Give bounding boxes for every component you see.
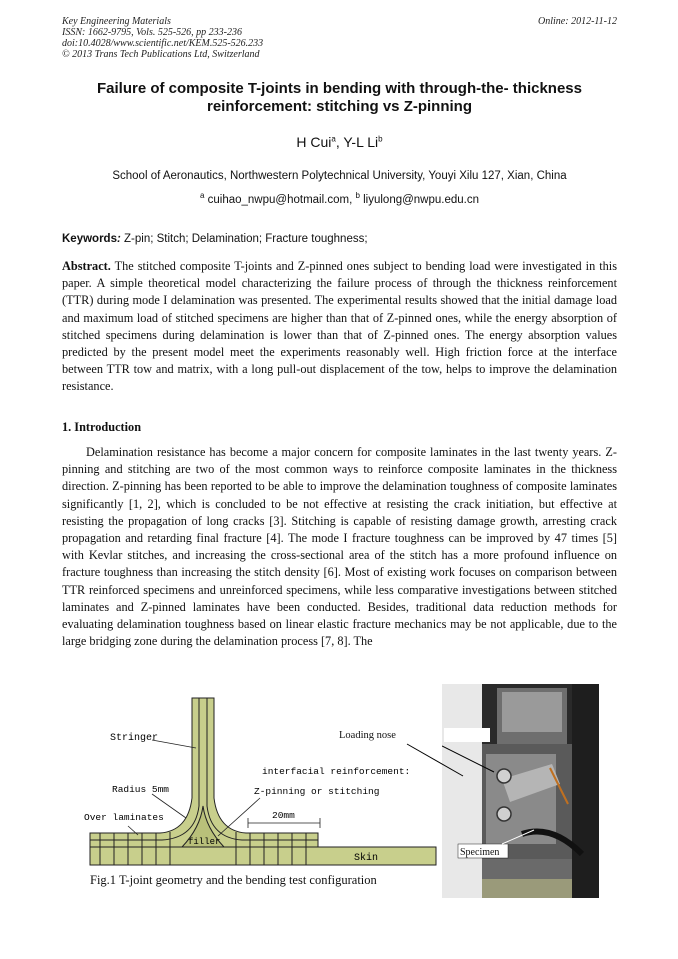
label-loading-nose: Loading nose bbox=[339, 730, 396, 741]
label-filler: filler bbox=[188, 837, 221, 847]
email-a[interactable]: cuihao_nwpu@hotmail.com, bbox=[204, 194, 356, 206]
label-dimension: 20mm bbox=[272, 810, 295, 821]
email-b[interactable]: liyulong@nwpu.edu.cn bbox=[359, 194, 480, 206]
copyright-line: © 2013 Trans Tech Publications Ltd, Switzerland bbox=[62, 49, 260, 60]
paper-title bbox=[62, 80, 617, 116]
label-skin: Skin bbox=[354, 853, 379, 864]
label-zpin-stitch: Z-pinning or stitching bbox=[254, 786, 380, 797]
author-1: H Cui bbox=[296, 134, 332, 150]
abstract bbox=[62, 258, 617, 396]
journal-name: Key Engineering Materials bbox=[62, 16, 171, 27]
label-over-laminates: Over laminates bbox=[84, 812, 164, 823]
label-radius: Radius 5mm bbox=[112, 784, 170, 795]
abstract-text: The stitched composite T-joints and Z-pinned ones subject to bending load were investigated in this paper. A simple theoretical model characterizing the failure process of through the thickness reinforcement (TTR) during mode I delamination was presented. The experimental results showed that the initial damage load and maximum load of stitched specimens are higher than that of Z-pinned ones, while the energy absorption of stitched specimens during delamination is lower than that of Z-pinned ones. The energy absorption values predicted by the present model meet the experiments reasonably well. High friction force at the interface between TTR tow and matrix, with a long pull-out displacement of the tow, helps to improve the delamination resistance. bbox=[62, 259, 617, 394]
journal-header bbox=[62, 16, 617, 60]
keywords-colon: : bbox=[116, 233, 121, 245]
introduction-text: Delamination resistance has become a major concern for composite laminates in the last twenty years. Z-pinning and stitching are two of the most common ways to reinforce composite laminates in the thickness direction. Z-pinning has been reported to be able to improve the delamination toughness of composite laminates significantly [1, 2], which is concluded to be not effective at resisting the crack initiation, but effective at resisting the propagation of long cracks [3]. Stitching is capable of resisting damage growth, arresting crack propagation and retarding final fracture [4]. The mode I fracture toughness can be improved by 47 times [5] with Kevlar stitches, and increasing the cross-sectional area of the stitch has a more profound influence on fracture toughness than increasing the stitch density [6]. Most of existing work focuses on comparison between TTR reinforced specimens and unreinforced specimens, while less comparative investigations between stitched laminates and Z-pinned laminates have been conducted. Besides, traditional data reduction methods for evaluating delamination toughness based on linear elastic fracture mechanics may be not applicable, due to the large bridging zone during the delamination process [7, 8]. The bbox=[62, 445, 617, 649]
affiliation: School of Aeronautics, Northwestern Polytechnical University, Youyi Xilu 127, Xian, China bbox=[112, 170, 567, 182]
author-emails bbox=[62, 191, 617, 206]
keywords-label: Keywords bbox=[62, 233, 117, 245]
label-specimen: Specimen bbox=[460, 847, 500, 858]
section-heading-introduction: 1. Introduction bbox=[62, 420, 142, 434]
email-b-marker: b bbox=[355, 191, 360, 201]
author-2-affil: b bbox=[378, 134, 383, 144]
author-1-affil: a bbox=[331, 134, 336, 144]
issn-line: ISSN: 1662-9795, Vols. 525-526, pp 233-236 bbox=[62, 27, 242, 38]
tjoint-schematic bbox=[82, 688, 442, 898]
keywords-line bbox=[62, 233, 617, 245]
email-a-marker: a bbox=[199, 191, 205, 201]
figure-caption: Fig.1 T-joint geometry and the bending test configuration bbox=[90, 873, 377, 887]
author-2: Y-L Li bbox=[343, 134, 379, 150]
loading-nose-leader bbox=[405, 740, 465, 780]
label-interfacial: interfacial reinforcement: bbox=[262, 766, 411, 777]
title-line-2: reinforcement: stitching vs Z-pinning bbox=[206, 98, 472, 115]
label-stringer: Stringer bbox=[110, 733, 159, 744]
title-line-1: Failure of composite T-joints in bending with through-the- thickness bbox=[96, 80, 582, 97]
test-photo bbox=[442, 684, 599, 898]
online-date: Online: 2012-11-12 bbox=[538, 16, 617, 27]
abstract-label: Abstract. bbox=[62, 259, 111, 273]
keywords-text: Z-pin; Stitch; Delamination; Fracture toughness; bbox=[120, 233, 368, 245]
doi-line: doi:10.4028/www.scientific.net/KEM.525-526.233 bbox=[62, 38, 264, 49]
author-list bbox=[62, 134, 617, 150]
author-separator: , bbox=[335, 134, 344, 150]
